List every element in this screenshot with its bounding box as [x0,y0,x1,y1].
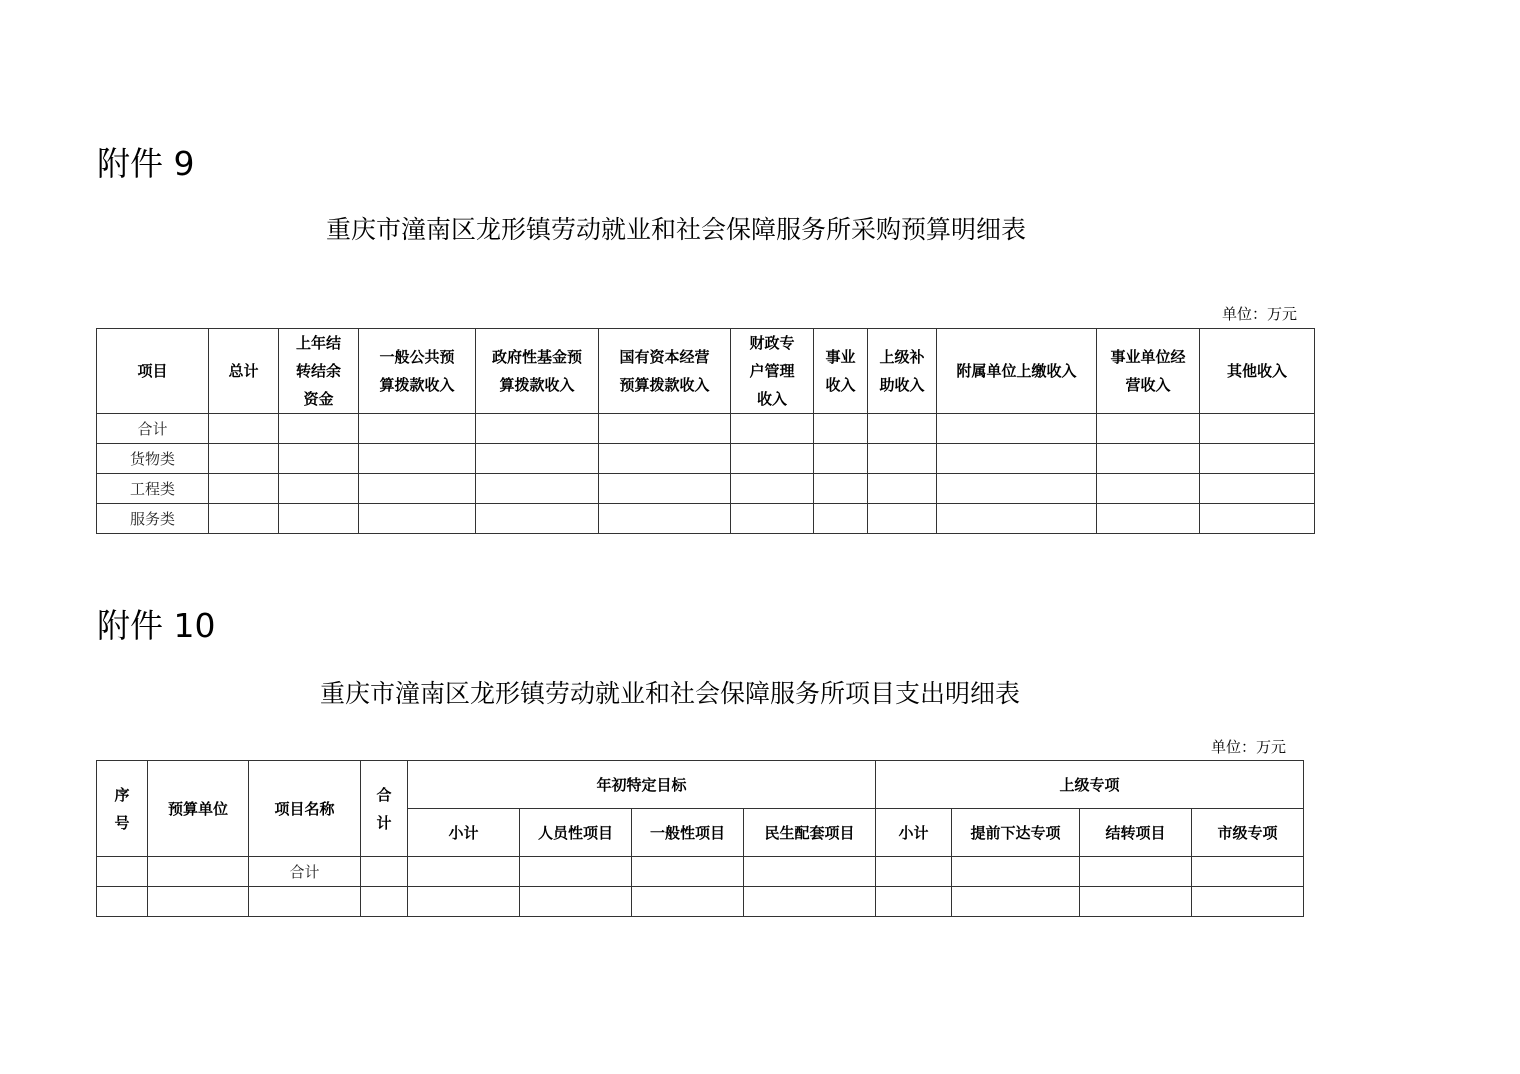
column-header: 小计 [876,809,952,857]
annex9-title: 重庆市潼南区龙形镇劳动就业和社会保障服务所采购预算明细表 [326,215,1027,244]
table-cell [814,504,868,534]
row-label: 合计 [97,414,209,444]
col-group-target: 年初特定目标 [408,761,876,809]
table-cell [632,857,744,887]
table-cell [731,414,814,444]
table-header-row [97,761,1304,809]
column-header: 事业单位经 营收入 [1097,329,1200,414]
table-cell [209,444,279,474]
table-cell [868,414,937,444]
column-header: 财政专 户管理 收入 [731,329,814,414]
table-row [97,444,1315,474]
table-cell [814,414,868,444]
table-cell [1097,504,1200,534]
annex10-label: 附件 10 [97,606,216,645]
table-cell [359,474,476,504]
table-cell [1097,444,1200,474]
table-cell [97,887,148,917]
table-cell [1080,857,1192,887]
project-expenditure-table [96,760,1304,917]
table-cell [814,444,868,474]
table-cell [876,857,952,887]
table-cell [744,887,876,917]
annex10-unit: 单位：万元 [1211,738,1287,756]
table-cell [476,474,599,504]
column-header: 国有资本经营 预算拨款收入 [599,329,731,414]
table-cell [279,444,359,474]
table-cell [1200,504,1315,534]
project-name-cell: 合计 [249,857,361,887]
row-label: 工程类 [97,474,209,504]
table-cell [148,887,249,917]
table-cell [937,504,1097,534]
table-cell [97,857,148,887]
table-cell [632,887,744,917]
column-header: 项目 [97,329,209,414]
column-header: 事业 收入 [814,329,868,414]
column-header: 一般性项目 [632,809,744,857]
col-seq: 序 号 [97,761,148,857]
table-cell [408,887,520,917]
column-header: 总计 [209,329,279,414]
table-cell [1097,414,1200,444]
column-header: 一般公共预 算拨款收入 [359,329,476,414]
table-cell [359,414,476,444]
col-budget-unit: 预算单位 [148,761,249,857]
table-cell [1200,414,1315,444]
column-header: 市级专项 [1192,809,1304,857]
table-cell [937,474,1097,504]
table-row [97,504,1315,534]
table-cell [476,504,599,534]
table-cell [731,504,814,534]
table-row [97,414,1315,444]
table-cell [1192,857,1304,887]
table-cell [599,414,731,444]
table-cell [361,887,408,917]
row-label: 服务类 [97,504,209,534]
table-cell [209,414,279,444]
table-cell [731,474,814,504]
procurement-budget-table [96,328,1315,534]
column-header: 政府性基金预 算拨款收入 [476,329,599,414]
table-cell [476,444,599,474]
row-label: 货物类 [97,444,209,474]
annex9-unit: 单位：万元 [1222,305,1298,323]
column-header: 民生配套项目 [744,809,876,857]
column-header: 结转项目 [1080,809,1192,857]
table-cell [731,444,814,474]
table-cell [408,857,520,887]
column-header: 上级补 助收入 [868,329,937,414]
column-header: 上年结 转结余 资金 [279,329,359,414]
table-cell [279,504,359,534]
table-cell [361,857,408,887]
col-total: 合 计 [361,761,408,857]
column-header: 小计 [408,809,520,857]
table-cell [476,414,599,444]
table-cell [876,887,952,917]
table-cell [520,887,632,917]
table-cell [148,857,249,887]
table-cell [744,857,876,887]
column-header: 人员性项目 [520,809,632,857]
annex10-title: 重庆市潼南区龙形镇劳动就业和社会保障服务所项目支出明细表 [320,679,1021,708]
table-cell [599,474,731,504]
annex9-label: 附件 9 [97,144,195,183]
table-cell [279,414,359,444]
column-header: 附属单位上缴收入 [937,329,1097,414]
table-cell [868,504,937,534]
table-cell [599,504,731,534]
table-cell [1200,474,1315,504]
table-cell [599,444,731,474]
table-cell [868,474,937,504]
table-cell [952,857,1080,887]
table-cell [937,444,1097,474]
table-row [97,474,1315,504]
table-row [97,887,1304,917]
table-row [97,857,1304,887]
column-header: 提前下达专项 [952,809,1080,857]
table-cell [209,504,279,534]
table-cell [520,857,632,887]
column-header: 其他收入 [1200,329,1315,414]
project-name-cell [249,887,361,917]
table-cell [952,887,1080,917]
table-cell [359,444,476,474]
table-cell [1097,474,1200,504]
table-cell [359,504,476,534]
table-cell [279,474,359,504]
table-cell [814,474,868,504]
col-group-superior: 上级专项 [876,761,1304,809]
table-header-row [97,329,1315,414]
table-cell [1192,887,1304,917]
table-cell [1080,887,1192,917]
table-cell [1200,444,1315,474]
table-cell [209,474,279,504]
col-project-name: 项目名称 [249,761,361,857]
table-cell [868,444,937,474]
table-cell [937,414,1097,444]
